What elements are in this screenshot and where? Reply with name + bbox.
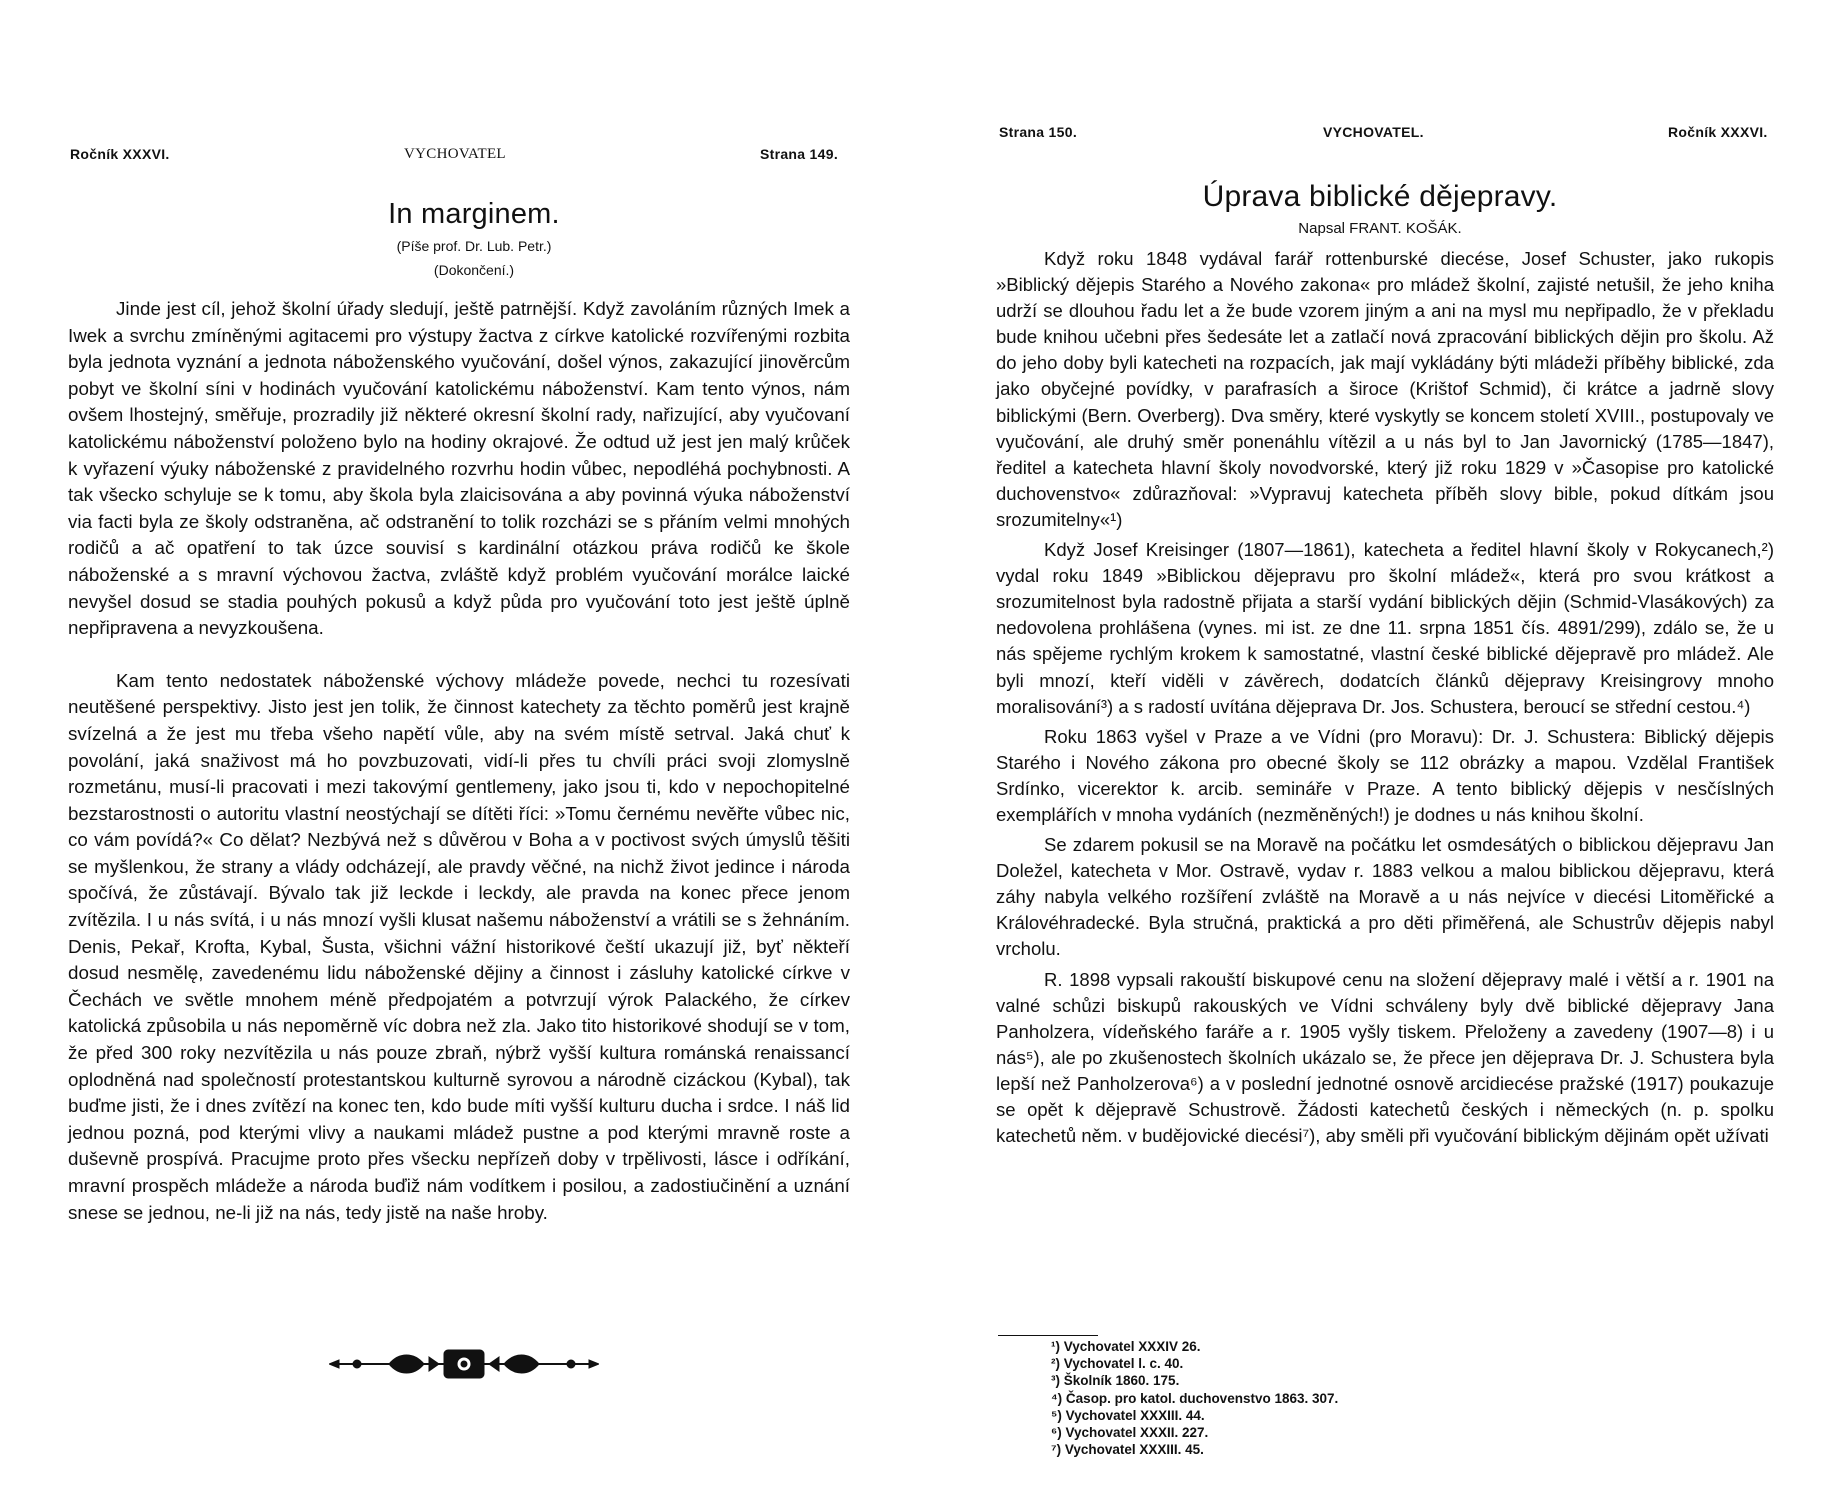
volume-label: Ročník XXXVI. xyxy=(1668,124,1768,140)
journal-name: VYCHOVATEL xyxy=(404,146,506,162)
article-byline: (Píše prof. Dr. Lub. Petr.) xyxy=(396,238,552,254)
footnote: ⁵) Vychovatel XXXIII. 44. xyxy=(1051,1407,1205,1423)
page-number: Strana 149. xyxy=(760,146,839,162)
article-title: In marginem. xyxy=(388,198,560,230)
paragraph: R. 1898 vypsali rakouští biskupové cenu na složení dějepravy malé i větší a r. 1901 na valné schůzi biskupů rakouských ve Vídni schváleny byly dvě biblické dějepravy Jana Panholzera, vídeňského faráře a r. 1905 vyšly tiskem. Přeloženy a zavedeny (1907—8) i u nás⁵), ale po zkušenostech školních ukázalo se, že přece jen dějeprava Dr. J. Schustera byla lepší než Panholzerova⁶) a v poslední jednotné osnově arcidiecése pražské (1917) poukazuje se opět k dějepravě Schustrově. Žádosti katechetů českých i německých (n. p. spolku katechetů něm. v budějovické diecési⁷), aby směli při vyučování biblickým dějinám opět užívati xyxy=(996,968,1774,1147)
paragraph: Když roku 1848 vydával farář rottenburské diecése, Josef Schuster, jako rukopis »Biblický dějepis Starého a Nového zakona« pro mládež školní, zajisté netušil, že jeho kniha udrží se dlouhou řadu let a že bude vzorem jiným a ani na mysl mu nepřipadlo, že v překladu bude knihou učebni přes šedesáte let a zatlačí nová zpracování biblických dějin pro školu. Až do jeho doby byli katecheti na rozpacích, jak mají vykládány býti mládeži příběhy biblické, zda jako obyčejné povídky, v parafrasích a široce (Krištof Schmid), či krátce a jadrně slovy biblickými (Bern. Overberg). Dva směry, které vyskytly se koncem století XVIII., postupovaly ve vyučování, ale druhý směr ponenáhlu vítězil a u nás byl to Jan Javornický (1785—1847), ředitel a katecheta hlavní školy novodvorské, který již roku 1829 v »Časopise pro katolické duchovenstvo« zdůrazňoval: »Vypravuj katecheta příběh slovy bible, pokud dítkám jsou srozumitelny«¹) xyxy=(996,248,1774,530)
article-body xyxy=(68,296,850,1226)
article-body xyxy=(996,246,1774,1149)
article-title: Úprava biblické dějepravy. xyxy=(1202,180,1558,213)
right-page xyxy=(920,0,1840,1500)
footnote: ¹) Vychovatel XXXIV 26. xyxy=(1051,1339,1201,1354)
journal-name: VYCHOVATEL. xyxy=(1323,124,1424,140)
paragraph: Když Josef Kreisinger (1807—1861), katecheta a ředitel hlavní školy v Rokycanech,²) vydal roku 1849 »Biblickou dějepravu pro školní mládež«, která pro svou krátkost a srozumitelnost byla radostně přijata a starší vydání biblických dějin (Schmid-Vlasákových) za nedovolena prohlášena (vynes. mi ist. ze dne 11. srpna 1851 čís. 4891/299), zdálo se, že u nás spějeme rychlým krokem k samostatné, vlastní české biblické dějepravě pro mládež. Ale byli mnozí, kteří viděli v závěrech, dodatcích článků dějepravy Kreisingrovy mnoho moralisování³) a s radostí uvítána dějeprava Dr. Jos. Schustera, beroucí se střední cestou.⁴) xyxy=(996,539,1774,717)
footnote: ⁴) Časop. pro katol. duchovenstvo 1863. 307. xyxy=(1051,1390,1339,1406)
page-number: Strana 150. xyxy=(999,124,1078,140)
article-byline: Napsal FRANT. KOŠÁK. xyxy=(1298,220,1462,237)
footnotes xyxy=(1051,1338,1338,1458)
paragraph: Kam tento nedostatek náboženské výchovy mládeže povede, nechci tu rozesívati neutěšené perspektivy. Jisto jest jen tolik, že činnost katechety za těchto poměrů jest krajně svízelná a že jest mu třeba všeho napětí vůle, aby na svém místě setrval. Jaká chuť k povolání, jaká snaživost má ho povzbuzovati, vidí-li přes tu chvíli práci svoji zlomyslně rozmetánu, musí-li pracovati i mezi takovýmí gentlemeny, jako jsou ti, kdo v nepochopitelné bezstarostnosti o autoritu vlastní neostýchají se dítěti říci: »Tomu černému nevěřte vůbec nic, co vám povídá?« Co dělat? Nezbývá než s důvěrou v Boha a v poctivost svých úmyslů těšiti se myšlenkou, že strany a vlády odcházejí, ale pravdy věčné, na nichž život jedince i národa spočívá, že zůstávají. Bývalo tak již leckde i leckdy, ale pravda na konec přece jenom zvítězila. I u nás svítá, i u nás mnozí vyšli klusat našemu náboženství a vrátili se s žehnáním. Denis, Pekař, Krofta, Kybal, Šusta, všichni vážní historikové čeští ukazují již, byť někteří dosud nesmělę, zavedenému lidu náboženské dějiny a činnost i zásluhy katolické církve v Čechách ve světle mnohem méně předpojatém a potvrzují výrok Palackého, že církev katolická způsobila u nás nepoměrně víc dobra než zla. Jako tito historikové shodují se v tom, že před 300 roky nezvítězila u nás pouze zbraň, nýbrž vyšší kultura románská renaissancí oplodněná nad společností protestantskou kulturně syrovou a národně cizáckou (Kybal), tak buďme jisti, že i dnes zvítězí na konec ten, kdo bude míti vyšší kulturu ducha i srdce. I náš lid jednou pozná, pod kterými vlivy a naukami mládež pustne a pod kterými mravně roste a duševně prospívá. Pracujme proto přes všecku nepřízeň doby v trpělivosti, lásce i odříkání, mravní prospěch mládeže a národa buďiž nám vodítkem i posilou, a zadostiučinění a uznání snese se jednou, ne-li již na nás, tedy jistě na naše hroby. xyxy=(68,669,850,1223)
paragraph: Jinde jest cíl, jehož školní úřady sledují, ještě patrnější. Když zavoláním různých Imek a Iwek a svrchu zmíněnými agitacemi pro výstupy žactva z církve katolické rozvířenými rozbita byla jednota vyznání a jednota náboženského vyučování, došel výnos, zakazující jinověrcům pobyt ve školní síni v hodinách vyučování katolickému náboženství. Kam tento výnos, nám ovšem lhostejný, směřuje, prozradily již některé okresní školní rady, nařizující, aby vyučovaní katolickému náboženství položeno bylo na hodiny okrajové. Že odtud už jest jen malý krůček k vyřazení výuky náboženské z pravidelného rozvrhu hodin vůbec, nepodléhá pochybnosti. A tak všecko schyluje se k tomu, aby škola byla zlaicisována a aby povinná výuka náboženství via facti byla ze školy odstraněna, ač odstranění to tolik rozcházi se s přáním velmi mnohých rodičů a ač opatření to tak úzce souvisí s kardinální otázkou práva rodičů ke škole náboženské a s mravní výchovou žactva, zvláště když problém vyučování morálce laické nevyšel dosud se stadia pouhých pokusů a když půda pro vyučování toto jest ještě úplně nepřipravena a nevyzkoušena. xyxy=(68,298,850,639)
volume-label: Ročník XXXVI. xyxy=(70,146,170,162)
footnote: ⁷) Vychovatel XXXIII. 45. xyxy=(1051,1442,1204,1458)
decorative-ornament-icon xyxy=(329,1347,599,1381)
footnote-divider xyxy=(998,1335,1098,1336)
footnote: ³) Školník 1860. 175. xyxy=(1051,1373,1180,1389)
footnote: ⁶) Vychovatel XXXII. 227. xyxy=(1051,1425,1209,1441)
paragraph: Se zdarem pokusil se na Moravě na počátku let osmdesátých o biblickou dějepravu Jan Doležel, katecheta v Mor. Ostravě, vydav r. 1883 velkou a malou biblickou dějepravu, která záhy nabyla velkého rozšíření zvláště na Moravě a u nás nejvíce v diecési Litoměřické a Královéhradecké. Byla stručná, praktická a pro děti přiměřená, ale Schustrův dějepis nabyl vrcholu. xyxy=(996,834,1774,960)
paragraph: Roku 1863 vyšel v Praze a ve Vídni (pro Moravu): Dr. J. Schustera: Biblický dějepis Starého i Nového zákona pro obecné školy se 112 obrázky a mapou. Vzdělal František Srdínko, vicerektor k. arcib. semináře v Praze. A tento biblický dějepis v nesčíslných exemplářích v mnoha vydáních (nezměněných!) je dodnes u nás knihou školní. xyxy=(996,725,1774,825)
footnote: ²) Vychovatel l. c. 40. xyxy=(1051,1356,1184,1372)
article-continued-note: (Dokončení.) xyxy=(433,262,515,278)
